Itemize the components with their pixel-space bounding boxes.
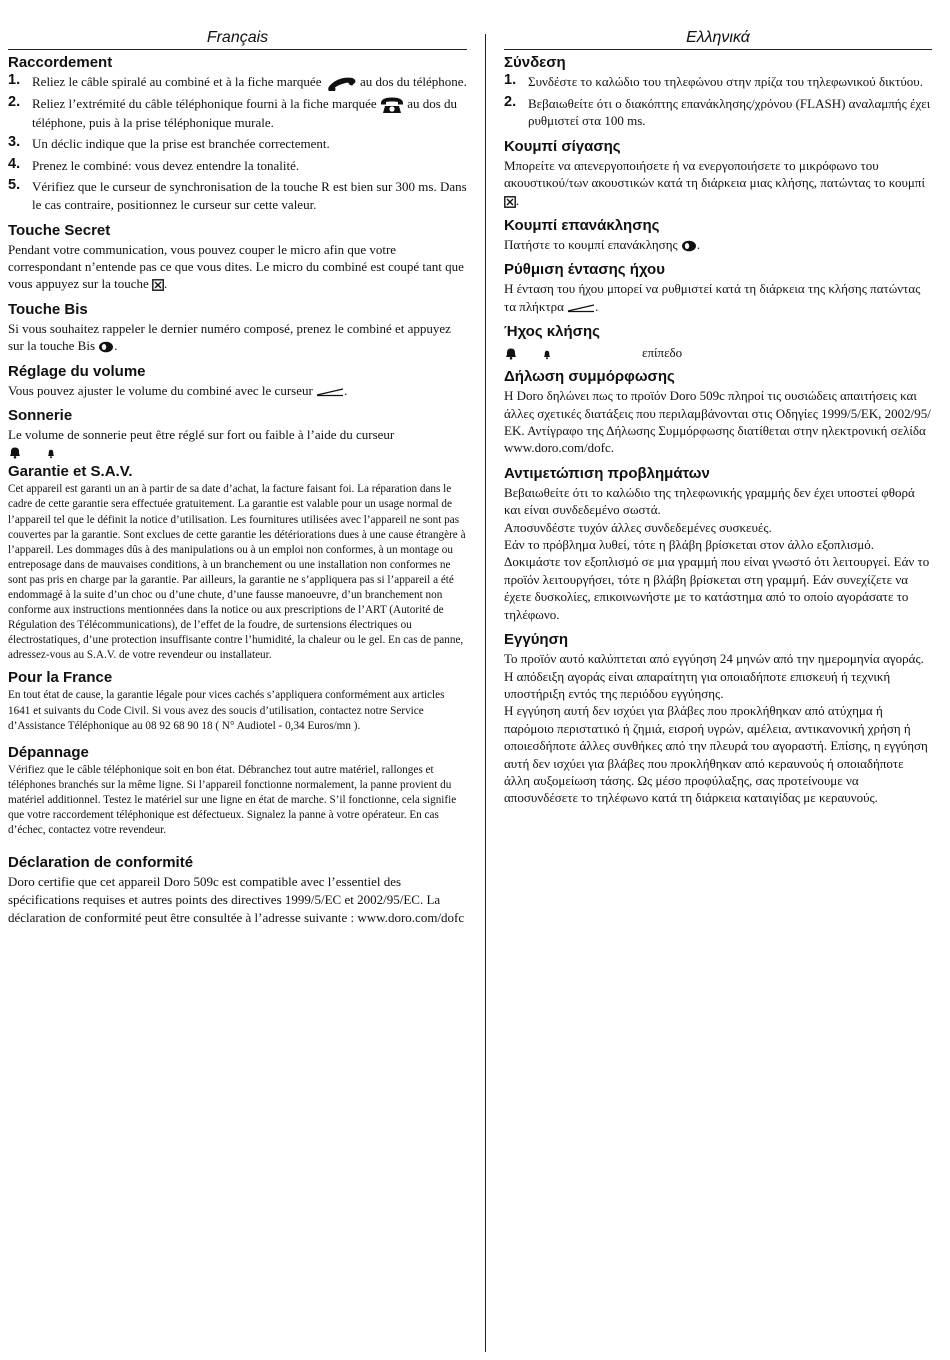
section-ichos-klisis [504, 323, 932, 364]
step-number: 1. [8, 72, 21, 88]
step-number: 2. [8, 94, 21, 111]
section-engyisi [504, 631, 932, 807]
redial-icon [98, 341, 114, 353]
section-heading: Réglage du volume [8, 362, 146, 380]
section-touche-secret [8, 222, 467, 293]
section-heading: Κουμπί επανάκλησης [504, 217, 660, 234]
section-text: Η ένταση του ήχου μπορεί να ρυθμιστεί κατά τη διάρκεια της κλήσης πατώντας τα πλήκτρα . [504, 281, 921, 314]
volume-slider-icon [567, 303, 595, 313]
section-declaration-conformite [8, 854, 467, 927]
section-heading: Raccordement [8, 54, 113, 71]
section-text: Pendant votre communication, vous pouvez couper le micro afin que votre correspondant n’entende pas ce que vous dites. Le micro du combiné est coupé tant que vous appuyez sur la touche . [8, 241, 464, 292]
step-number: 3. [8, 134, 21, 151]
section-syndesi [504, 54, 932, 130]
section-text: Cet appareil est garanti un an à partir de sa date d’achat, la facture faisant foi. La réparation dans le cadre de cette garantie sera effectuée gratuitement. La garantie est valable pour un usage normal de l’appareil tel que le définit la notice d’utilisation. Les fournitures utilisées avec l’appareil ne sont pas couvertes par la garantie. Sont exclues de cette garantie les détériorations dues à une cause étrangère à l’appareil. Les dommages dûs à des manipulations ou à un emploi non conformes, à un montage ou entreposage dans de mauvaises conditions, à un branchement ou une installation non conformes ne sont pas pris en charge par la garantie. Par ailleurs, la garantie ne s’appliquera pas si l’appareil a été endommagé à la suite d’un choc ou d’une chute, d’une fausse manoeuvre, d’un branchement non conforme aux instructions mentionnées dans la notice ou aux prescriptions de l’ART (Autorité de Régulation des Télécommunications), de l’effet de la foudre, de surtensions électriques ou électrostatiques, d’une protection insuffisante contre l’humidité, la chaleur ou le gel. En cas de panne, adressez-vous au S.A.V. de votre revendeur ou installateur. [8, 483, 466, 662]
section-heading: Ήχος κλήσης [504, 323, 600, 341]
section-text: Vérifiez que le câble téléphonique soit en bon état. Débranchez tout autre matériel, rallonges et téléphones branchés sur la même ligne. Si l’appareil fonctionne normalement, la panne provient du matériel additionnel. Testez le matériel sur une ligne en état de marche. S’il fonctionne, cela signifie que votre raccordement téléphonique est défectueux. Signalez la panne à votre opérateur. En cas d’échec, contactez votre revendeur. [8, 763, 457, 837]
bell-soft-icon [44, 445, 58, 459]
ringer-icons [8, 443, 467, 460]
section-line: Η απόδειξη αγοράς είναι απαραίτητη για οποιαδήποτε επισκευή ή τεχνική υποστήριξη εντός της περιόδου εγγύησης. [504, 668, 891, 701]
section-antimetopisi-provlimaton [504, 465, 932, 623]
section-heading: Garantie et S.A.V. [8, 463, 133, 481]
section-heading: Αντιμετώπιση προβλημάτων [504, 464, 710, 482]
connection-steps [8, 73, 467, 214]
section-koumpi-epanaklisis [504, 217, 932, 253]
step-number: 5. [8, 177, 21, 194]
volume-slider-icon [316, 387, 344, 397]
section-heading: Dépannage [8, 743, 89, 761]
list-item: 2. Βεβαιωθείτε ότι ο διακόπτης επανάκλησης/χρόνου (FLASH) αναλαμπής έχει ρυθμιστεί στα 100 ms. [504, 93, 931, 129]
section-line: Δοκιμάστε τον εξοπλισμό σε μια γραμμή που είναι γνωστό ότι λειτουργεί. Εάν το προϊόν λειτουργήσει, τότε η βλάβη βρίσκεται στη γραμμή. Εάν συνεχίζετε να έχετε δυσκολίες, επικοινωνήστε με το κατάστημα από το οποίο αγοράσατε το τηλέφωνο. [504, 554, 930, 622]
section-text: Si vous souhaitez rappeler le dernier numéro composé, prenez le combiné et appuyez sur la touche Bis . [8, 320, 451, 354]
section-heading: Touche Secret [8, 221, 111, 239]
mute-icon [152, 279, 164, 291]
step-number: 4. [8, 155, 21, 172]
section-text: Vous pouvez ajuster le volume du combiné avec le curseur . [8, 382, 348, 398]
list-item: 2. Reliez l’extrémité du câble téléphonique fourni à la fiche marquée au dos du téléphone, puis à la prise téléphonique murale. [8, 94, 458, 130]
list-item: 3. Un déclic indique que la prise est branchée correctement. [8, 134, 330, 152]
step-number: 1. [504, 72, 517, 88]
section-text: En tout état de cause, la garantie légale pour vices cachés s’appliquera conformément aux articles 1641 et suivants du Code Civil. Si vous avez des soucis d’utilisation, contactez notre Service d’Assistance Téléphonique au 08 92 68 90 18 ( N° Audiotel - 0,34 Euros/mn ). [8, 689, 445, 732]
redial-icon [681, 240, 697, 252]
section-raccordement [8, 54, 467, 214]
list-item: 1. Συνδέστε το καλώδιο του τηλεφώνου στην πρίζα του τηλεφωνικού δικτύου. [504, 72, 923, 89]
section-text: Πατήστε το κουμπί επανάκλησης . [504, 237, 701, 252]
handset-icon [325, 75, 357, 91]
section-line: Βεβαιωθείτε ότι το καλώδιο της τηλεφωνικής γραμμής δεν έχει υποστεί φθορά και είναι συνδεδεμένο σωστά. [504, 484, 915, 518]
bell-loud-icon [504, 346, 518, 360]
section-heading: Touche Bis [8, 300, 88, 318]
section-text: Doro certifie que cet appareil Doro 509c est compatible avec l’essentiel des spécifications requises et autres points des directives 1999/5/EC et 2002/95/EC. La déclaration de conformité peut être consultée à l’adresse suivante : www.doro.com/dofc [8, 874, 465, 926]
section-koumpi-sigasis [504, 138, 932, 209]
section-line: Εάν το πρόβλημα λυθεί, τότε η βλάβη βρίσκεται στον άλλο εξοπλισμό. [504, 537, 874, 553]
french-column-title: Français [8, 28, 467, 50]
section-heading: Ρύθμιση έντασης ήχου [504, 261, 665, 279]
ringer-level-row [504, 342, 932, 364]
section-text: Η Doro δηλώνει πως το προϊόν Doro 509c πληροί τις ουσιώδεις απαιτήσεις και άλλες σχετικές διατάξεις που περιλαμβάνονται στις Οδηγίες 1999/5/ΕΚ, 2002/95/ΕΚ. Αντίγραφο της Δήλωσης Συμμόρφωσης διατίθεται στην ηλεκτρονική σελίδα www.doro.com/dofc. [504, 388, 931, 456]
section-rythmisi-entasis [504, 261, 932, 315]
section-depannage [8, 744, 467, 838]
list-item: 4. Prenez le combiné: vous devez entendre la tonalité. [8, 155, 300, 173]
ringer-level-label: επίπεδο [642, 345, 683, 361]
step-number: 2. [504, 93, 517, 110]
section-line: Το προϊόν αυτό καλύπτεται από εγγύηση 24 μηνών από την ημερομηνία αγοράς. [504, 651, 924, 667]
telephone-icon [380, 97, 404, 114]
section-text: Le volume de sonnerie peut être réglé sur fort ou faible à l’aide du curseur [8, 426, 395, 442]
section-heading: Pour la France [8, 669, 113, 687]
section-heading: Σύνδεση [504, 54, 566, 71]
bell-loud-icon [8, 445, 22, 459]
greek-column-title: Ελληνικά [504, 28, 932, 50]
bell-soft-icon [540, 346, 554, 360]
section-heading: Δήλωση συμμόρφωσης [504, 368, 675, 386]
section-line: Η εγγύηση αυτή δεν ισχύει για βλάβες που προκλήθηκαν από ατύχημα ή παρόμοιο περιστατικό ή ζημιά, εισροή υγρών, αμέλεια, αντικανονική χρήση ή οποιεσδήποτε άλλες συνθήκες από την πλευρά του αγοραστή. Επίσης, η εγγύηση αυτή δεν ισχύει για βλάβες που προκλήθηκαν από κεραυνούς ή οποιαδήποτε άλλη αυξομείωση τάσης. Ως μέσο προφύλαξης, σας προτείνουμε να αποσυνδέσετε το τηλέφωνο κατά τη διάρκεια καταιγίδας με κεραυνούς. [504, 703, 928, 806]
section-text: Μπορείτε να απενεργοποιήσετε ή να ενεργοποιήσετε το μικρόφωνο του ακουστικού/των ακουστικών κατά τη διάρκεια μιας κλήσης, πατώντας το κουμπί . [504, 157, 925, 208]
list-item: 5. Vérifiez que le curseur de synchronisation de la touche R est bien sur 300 ms. Dans le cas contraire, positionnez le curseur sur cette valeur. [8, 177, 467, 212]
column-divider [485, 34, 486, 1352]
list-item: 1. Reliez le câble spiralé au combiné et à la fiche marquée au dos du téléphone. [8, 73, 467, 91]
section-garantie [8, 463, 467, 663]
greek-column [504, 28, 932, 815]
section-heading: Déclaration de conformité [8, 854, 194, 872]
section-pour-la-france [8, 669, 467, 733]
section-heading: Sonnerie [8, 406, 73, 424]
section-reglage-volume [8, 363, 467, 399]
french-column [8, 28, 467, 935]
section-heading: Κουμπί σίγασης [504, 137, 621, 155]
connection-steps [504, 73, 932, 130]
section-dilosi-symmorfosis [504, 368, 932, 457]
section-touche-bis [8, 301, 467, 355]
section-heading: Εγγύηση [504, 631, 569, 649]
mute-icon [504, 196, 516, 208]
section-sonnerie [8, 407, 467, 460]
section-line: Αποσυνδέστε τυχόν άλλες συνδεδεμένες συσκευές. [504, 519, 772, 535]
